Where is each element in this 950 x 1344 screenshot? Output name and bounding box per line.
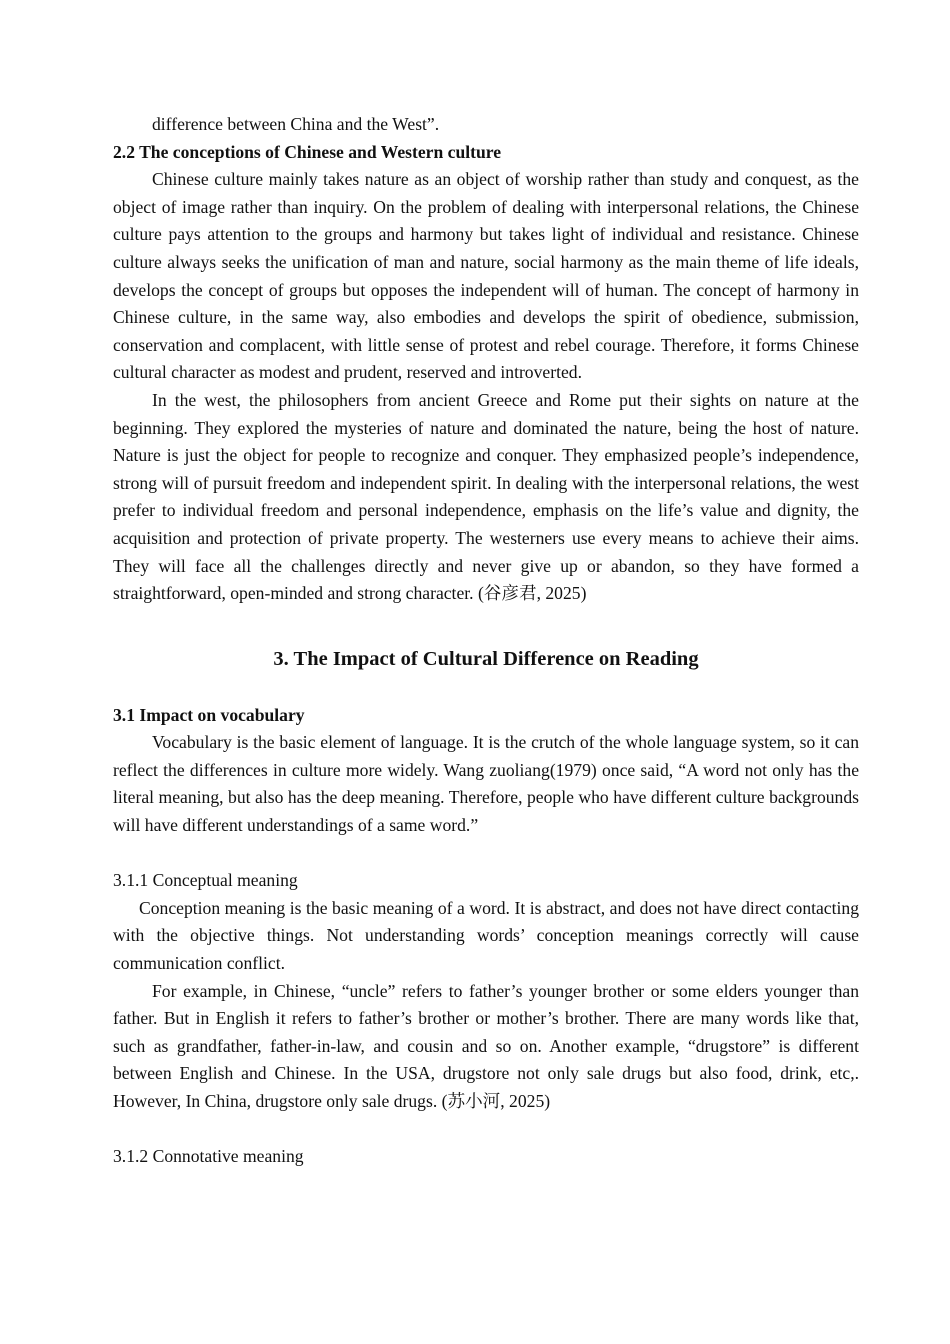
paragraph-western-culture: In the west, the philosophers from ancient Greece and Rome put their sights on nature at the beginning. They explored the mysteries of nature and dominated the nature, being the host of nature. Nature is just the object for people to recognize and conquer. They emphasized people’s independence, strong will of pursuit freedom and independent spirit. In dealing with the interpersonal relations, the west prefer to individual freedom and personal independence, emphasis on the life’s value and dignity, the acquisition and protection of private property. The westerners use every means to achieve their aims. They will face all the challenges directly and never give up or abandon, so they have formed a straightforward, open-minded and strong character. (谷彦君, 2025)	[113, 389, 859, 604]
paragraph-conception-meaning: Conception meaning is the basic meaning of a word. It is abstract, and does not have direct contacting with the objective things. Not understanding words’ conception meanings correctly will cause communication conflict.	[113, 897, 859, 974]
document-page	[113, 111, 859, 1171]
section-heading-3-1-2: 3.1.2 Connotative meaning	[113, 1146, 304, 1167]
section-heading-2-2: 2.2 The conceptions of Chinese and Western culture	[113, 141, 502, 162]
chapter-heading-3: 3. The Impact of Cultural Difference on Reading	[273, 647, 699, 670]
spacer	[113, 1116, 859, 1144]
paragraph-vocabulary: Vocabulary is the basic element of language. It is the crutch of the whole language system, so it can reflect the differences in culture more widely. Wang zuoliang(1979) once said, “A word not only has the literal meaning, but also has the deep meaning. Therefore, people who have different culture backgrounds will have different understandings of a same word.”	[113, 732, 859, 836]
section-heading-3-1-1: 3.1.1 Conceptual meaning	[113, 870, 298, 891]
paragraph-example-uncle: For example, in Chinese, “uncle” refers to father’s younger brother or some elders younger than father. But in English it refers to father’s brother or mother’s brother. There are many words like that, such as grandfather, father-in-law, and cousin and so on. Another example, “drugstore” is different between English and Chinese. In the USA, drugstore not only sale drugs but also food, drink, etc,. However, In China, drugstore only sale drugs. (苏小河, 2025)	[113, 980, 859, 1111]
continuation-line: difference between China and the West”.	[152, 114, 440, 134]
spacer	[113, 840, 859, 868]
section-heading-3-1: 3.1 Impact on vocabulary	[113, 704, 305, 725]
paragraph-chinese-culture: Chinese culture mainly takes nature as an object of worship rather than study and conquest, as the object of image rather than inquiry. On the problem of dealing with interpersonal relations, the Chinese culture pays attention to the groups and harmony but takes light of individual and resistance. Chinese culture always seeks the unification of man and nature, social harmony as the main theme of life ideals, develops the concept of groups but opposes the independent will of human. The concept of harmony in Chinese culture, in the same way, also embodies and develops the spirit of obedience, submission, conservation and complacent, with little sense of protest and rebel courage. Therefore, it forms Chinese cultural character as modest and prudent, reserved and introverted.	[113, 169, 859, 383]
